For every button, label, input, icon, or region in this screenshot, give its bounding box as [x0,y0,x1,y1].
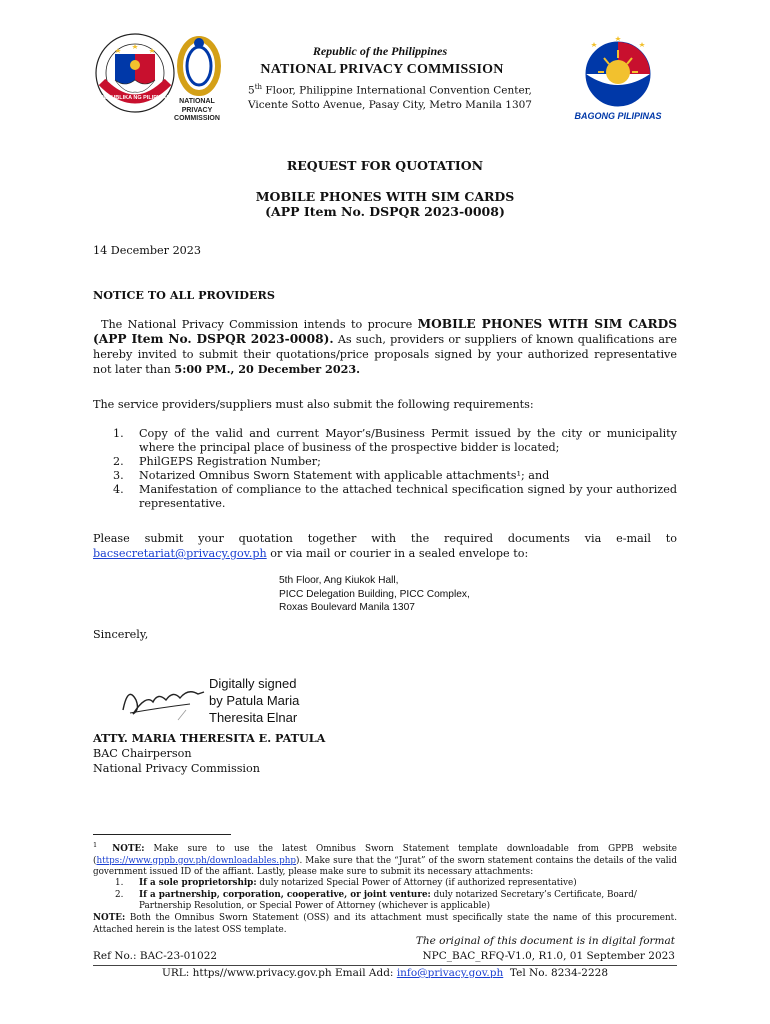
submission-text-a: Please submit your quotation together with the required documents via e-mail to [93,532,677,545]
list-text: Notarized Omnibus Sworn Statement with applicable attachments¹; and [139,469,550,482]
footer-contact [0,967,770,979]
footnote-item-label: If a partnership, corporation, cooperative, or joint venture: [139,889,431,900]
document-date: 14 December 2023 [93,244,202,257]
intro-paragraph [93,317,677,377]
document-app-item: (APP Item No. DSPQR 2023-0008) [265,204,505,219]
list-item [113,483,677,511]
footnote-item-number: 1. [115,878,124,888]
reference-number: Ref No.: BAC-23-01022 [93,950,218,962]
npc-logo-line2: PRIVACY [181,106,213,114]
npc-logo-line3: COMMISSION [174,115,220,122]
mailing-address [279,574,470,615]
digital-signature-note [209,675,299,726]
form-version: NPC_BAC_RFQ-V1.0, R1.0, 01 September 2023 [422,950,675,962]
list-number: 2. [113,455,124,468]
footnote-note-label: NOTE: [112,843,145,854]
npc-logo [176,34,222,96]
republic-heading: Republic of the Philippines [312,44,448,58]
footnote-text-b: ). Make sure that the “Jurat” of the sworn statement contains the details of the valid government issued ID of the affiant. Lastly, please make sure to submit its necessary attachments: [93,855,677,878]
requirements-list [113,427,677,511]
intro-item-name: MOBILE PHONES WITH SIM CARDS [417,317,677,331]
list-text: PhilGEPS Registration Number; [139,455,321,468]
address-floor-suffix: th [254,83,263,91]
notice-heading: NOTICE TO ALL PROVIDERS [93,288,275,302]
document-title: REQUEST FOR QUOTATION [286,158,484,173]
npc-logo-line1: NATIONAL [179,98,215,105]
footnote-main [93,840,677,879]
bagong-pilipinas-text: BAGONG PILIPINAS [574,111,662,121]
intro-app-number: (APP Item No. DSPQR 2023-0008). [93,332,334,346]
mailing-address-line1: 5th Floor, Ang Kiukok Hall, [279,575,399,586]
list-number: 4. [113,483,124,496]
gppb-downloads-link[interactable]: https://www.gppb.gov.ph/downloadables.php [96,855,297,866]
list-number: 1. [113,427,124,440]
footnote-item-text: duly notarized Special Power of Attorney (if authorized representative) [256,878,577,888]
footnote-marker: 1 [93,841,98,849]
footnote-item-text: duly notarized Secretary’s Certificate, Board/ Partnership Resolution, or Special Power of Attorney (whichever is applicable) [139,889,637,912]
footnote-item [115,878,677,890]
mailing-address-line3: Roxas Boulevard Manila 1307 [279,602,415,613]
agency-name: NATIONAL PRIVACY COMMISSION [260,62,504,77]
closing-salutation: Sincerely, [93,628,149,641]
footnote-note2 [93,913,677,936]
intro-deadline: 5:00 PM., 20 December 2023. [174,362,361,376]
footer-url: URL: https//www.privacy.gov.ph Email Add: [161,967,397,979]
footnote-item-label: If a sole proprietorship: [139,878,257,888]
info-email-link[interactable]: info@privacy.gov.ph [396,967,504,979]
list-text: Copy of the valid and current Mayor’s/Business Permit issued by the city or municipality where the principal place of business of the prospective bidder is located; [139,427,677,454]
requirements-intro: The service providers/suppliers must also submit the following requirements: [93,398,534,411]
footer-divider [93,965,677,966]
footnote-item [115,890,677,913]
address-line1: Floor, Philippine International Convention Center, [262,84,532,97]
agency-address [248,80,532,112]
npc-logo-caption [162,98,232,124]
signatory-name: ATTY. MARIA THERESITA E. PATULA [93,731,326,745]
footnote-text-a: Make sure to use the latest Omnibus Sworn Statement template downloadable from GPPB website ( [93,843,677,866]
submission-paragraph [93,531,677,561]
list-item [113,469,677,483]
signatory-office: National Privacy Commission [93,762,260,775]
digital-signature-line1: Digitally signed [209,676,297,691]
digital-signature-line2: by Patula Maria [209,693,300,708]
list-number: 3. [113,469,124,482]
list-item [113,427,677,455]
submission-text-b: or via mail or courier in a sealed envelope to: [266,547,529,560]
footnote-note2-label: NOTE: [93,913,126,923]
seal-ribbon-text: REPUBLIKA NG PILIPINAS [99,95,171,101]
bagong-pilipinas-logo [568,36,668,122]
footnote-note2-text: Both the Omnibus Sworn Statement (OSS) and its attachment must specifically state the name of this procurement. Attached herein is the latest OSS template. [93,913,677,935]
intro-text-d: As such, providers or suppliers of known qualifications are hereby invited to submit their quotations/price proposals signed by your authorized representative not later than [93,333,677,376]
address-line2: Vicente Sotto Avenue, Pasay City, Metro Manila 1307 [248,98,532,111]
footnote-item-number: 2. [115,889,124,900]
handwritten-signature [118,680,208,725]
list-text: Manifestation of compliance to the attached technical specification signed by your authorized representative. [139,483,677,510]
mailing-address-line2: PICC Delegation Building, PICC Complex, [279,588,470,600]
footnote-divider [93,834,231,835]
footer-tel: Tel No. 8234-2228 [503,967,609,979]
intro-text-a: The National Privacy Commission intends to procure [101,318,418,331]
signatory-position: BAC Chairperson [93,747,192,760]
digital-signature-line3: Theresita Elnar [209,710,298,725]
list-item [113,455,677,469]
bac-email-link[interactable]: bacsecretariat@privacy.gov.ph [93,547,267,560]
digital-format-note: The original of this document is in digital format [415,935,675,947]
document-subject: MOBILE PHONES WITH SIM CARDS [255,189,515,204]
address-floor-number: 5 [248,84,255,97]
